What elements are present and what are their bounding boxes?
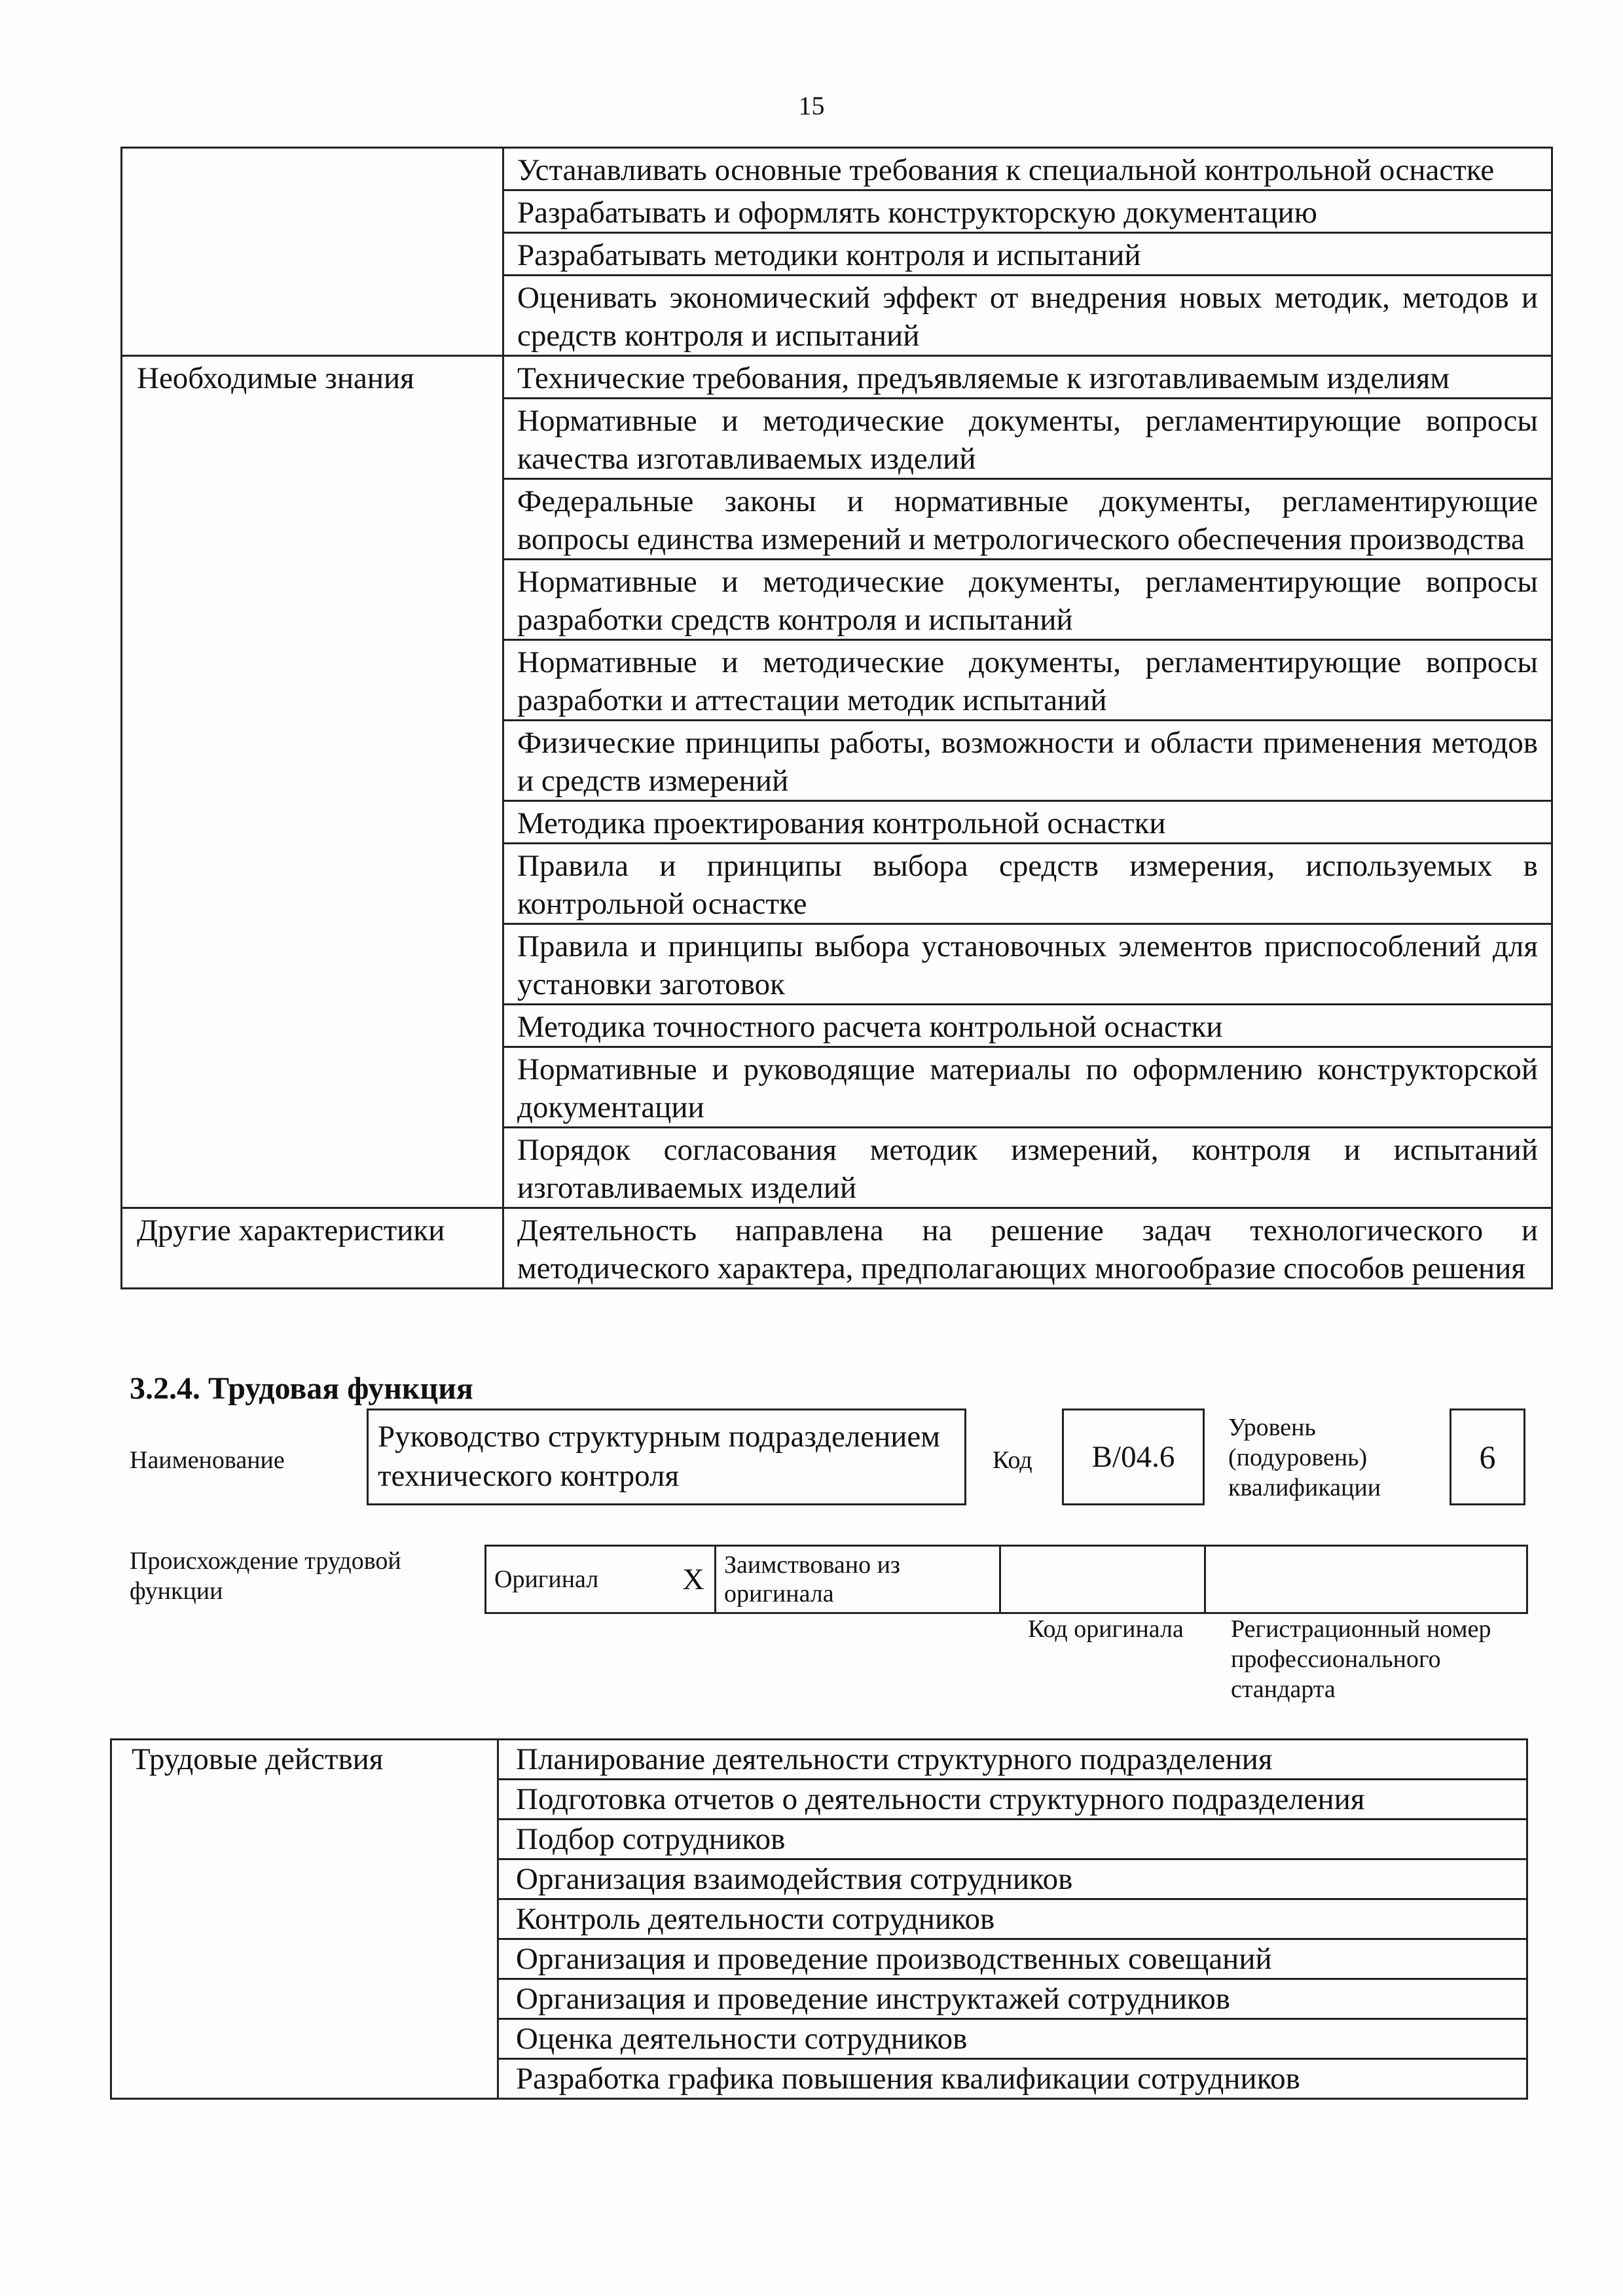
table-cell: Методика проектирования контрольной оснастки xyxy=(503,801,1552,844)
table-cell: Нормативные и методические документы, регламентирующие вопросы разработки и аттестации методик испытаний xyxy=(503,640,1552,721)
table-cell: Оценка деятельности сотрудников xyxy=(498,2019,1527,2059)
table-cell: Устанавливать основные требования к специальной контрольной оснастке xyxy=(503,148,1552,190)
table-cell: Организация и проведение инструктажей сотрудников xyxy=(498,1979,1527,2019)
original-code-cell xyxy=(1000,1546,1205,1613)
table-cell: Контроль деятельности сотрудников xyxy=(498,1899,1527,1939)
name-label: Наименование xyxy=(130,1446,285,1474)
table-cell: Методика точностного расчета контрольной оснастки xyxy=(503,1005,1552,1047)
table-cell: Нормативные и руководящие материалы по оформлению конструкторской документации xyxy=(503,1047,1552,1128)
origin-label: Происхождение трудовой функции xyxy=(130,1547,401,1605)
table-cell: Нормативные и методические документы, регламентирующие вопросы разработки средств контроля и испытаний xyxy=(503,560,1552,640)
row-label-other: Другие характеристики xyxy=(122,1208,503,1289)
table-cell: Организация взаимодействия сотрудников xyxy=(498,1859,1527,1899)
table-row xyxy=(122,356,1552,399)
table-cell: Подбор сотрудников xyxy=(498,1820,1527,1859)
table-cell: Разрабатывать методики контроля и испытаний xyxy=(503,233,1552,276)
row-label-knowledge: Необходимые знания xyxy=(122,356,503,1208)
table-row xyxy=(122,148,1552,190)
table-cell: Разрабатывать и оформлять конструкторскую документацию xyxy=(503,190,1552,233)
table-cell: Планирование деятельности структурного подразделения xyxy=(498,1740,1527,1780)
table-cell: Правила и принципы выбора установочных элементов приспособлений для установки заготовок xyxy=(503,924,1552,1005)
labor-actions-table xyxy=(110,1738,1528,2100)
reg-number-caption: Регистрационный номер профессионального стандарта xyxy=(1231,1615,1491,1703)
table-cell: Разработка графика повышения квалификации сотрудников xyxy=(498,2059,1527,2099)
table-cell: Правила и принципы выбора средств измерения, используемых в контрольной оснастке xyxy=(503,844,1552,924)
table-cell: Оценивать экономический эффект от внедрения новых методик, методов и средств контроля и испытаний xyxy=(503,276,1552,356)
row-label xyxy=(122,148,503,356)
table-cell: Деятельность направлена на решение задач технологического и методического характера, предполагающих многообразие способов решения xyxy=(503,1208,1552,1289)
code-label: Код xyxy=(993,1446,1032,1474)
page-number: 15 xyxy=(798,91,825,120)
original-mark: X xyxy=(672,1546,716,1613)
origin-table xyxy=(484,1545,1528,1614)
borrowed-cell: Заимствовано из оригинала xyxy=(716,1546,1000,1613)
table-cell: Нормативные и методические документы, регламентирующие вопросы качества изготавливаемых изделий xyxy=(503,399,1552,479)
table-cell: Организация и проведение производственных совещаний xyxy=(498,1939,1527,1979)
original-code-caption: Код оригинала xyxy=(1028,1615,1184,1643)
table-cell: Федеральные законы и нормативные документы, регламентирующие вопросы единства измерений и метрологического обеспечения производства xyxy=(503,479,1552,560)
table-cell: Технические требования, предъявляемые к изготавливаемым изделиям xyxy=(503,356,1552,399)
table-row xyxy=(111,1740,1527,1780)
level-label: Уровень (подуровень) квалификации xyxy=(1228,1414,1381,1501)
table-cell: Подготовка отчетов о деятельности структурного подразделения xyxy=(498,1780,1527,1820)
table-row xyxy=(486,1546,1527,1613)
function-name: Руководство структурным подразделением технического контроля xyxy=(378,1420,941,1493)
level-value: 6 xyxy=(1479,1439,1496,1475)
row-label-actions: Трудовые действия xyxy=(111,1740,498,2099)
table-cell: Порядок согласования методик измерений, контроля и испытаний изготавливаемых изделий xyxy=(503,1128,1552,1208)
function-name-box xyxy=(367,1408,966,1505)
table-cell: Физические принципы работы, возможности и области применения методов и средств измерений xyxy=(503,721,1552,801)
original-cell: Оригинал xyxy=(486,1546,673,1613)
section-title: 3.2.4. Трудовая функция xyxy=(130,1371,473,1406)
table-row xyxy=(122,1208,1552,1289)
code-value: B/04.6 xyxy=(1091,1440,1175,1474)
reg-number-cell xyxy=(1205,1546,1527,1613)
code-box xyxy=(1062,1408,1205,1505)
level-box xyxy=(1450,1408,1525,1505)
requirements-table xyxy=(120,147,1553,1289)
